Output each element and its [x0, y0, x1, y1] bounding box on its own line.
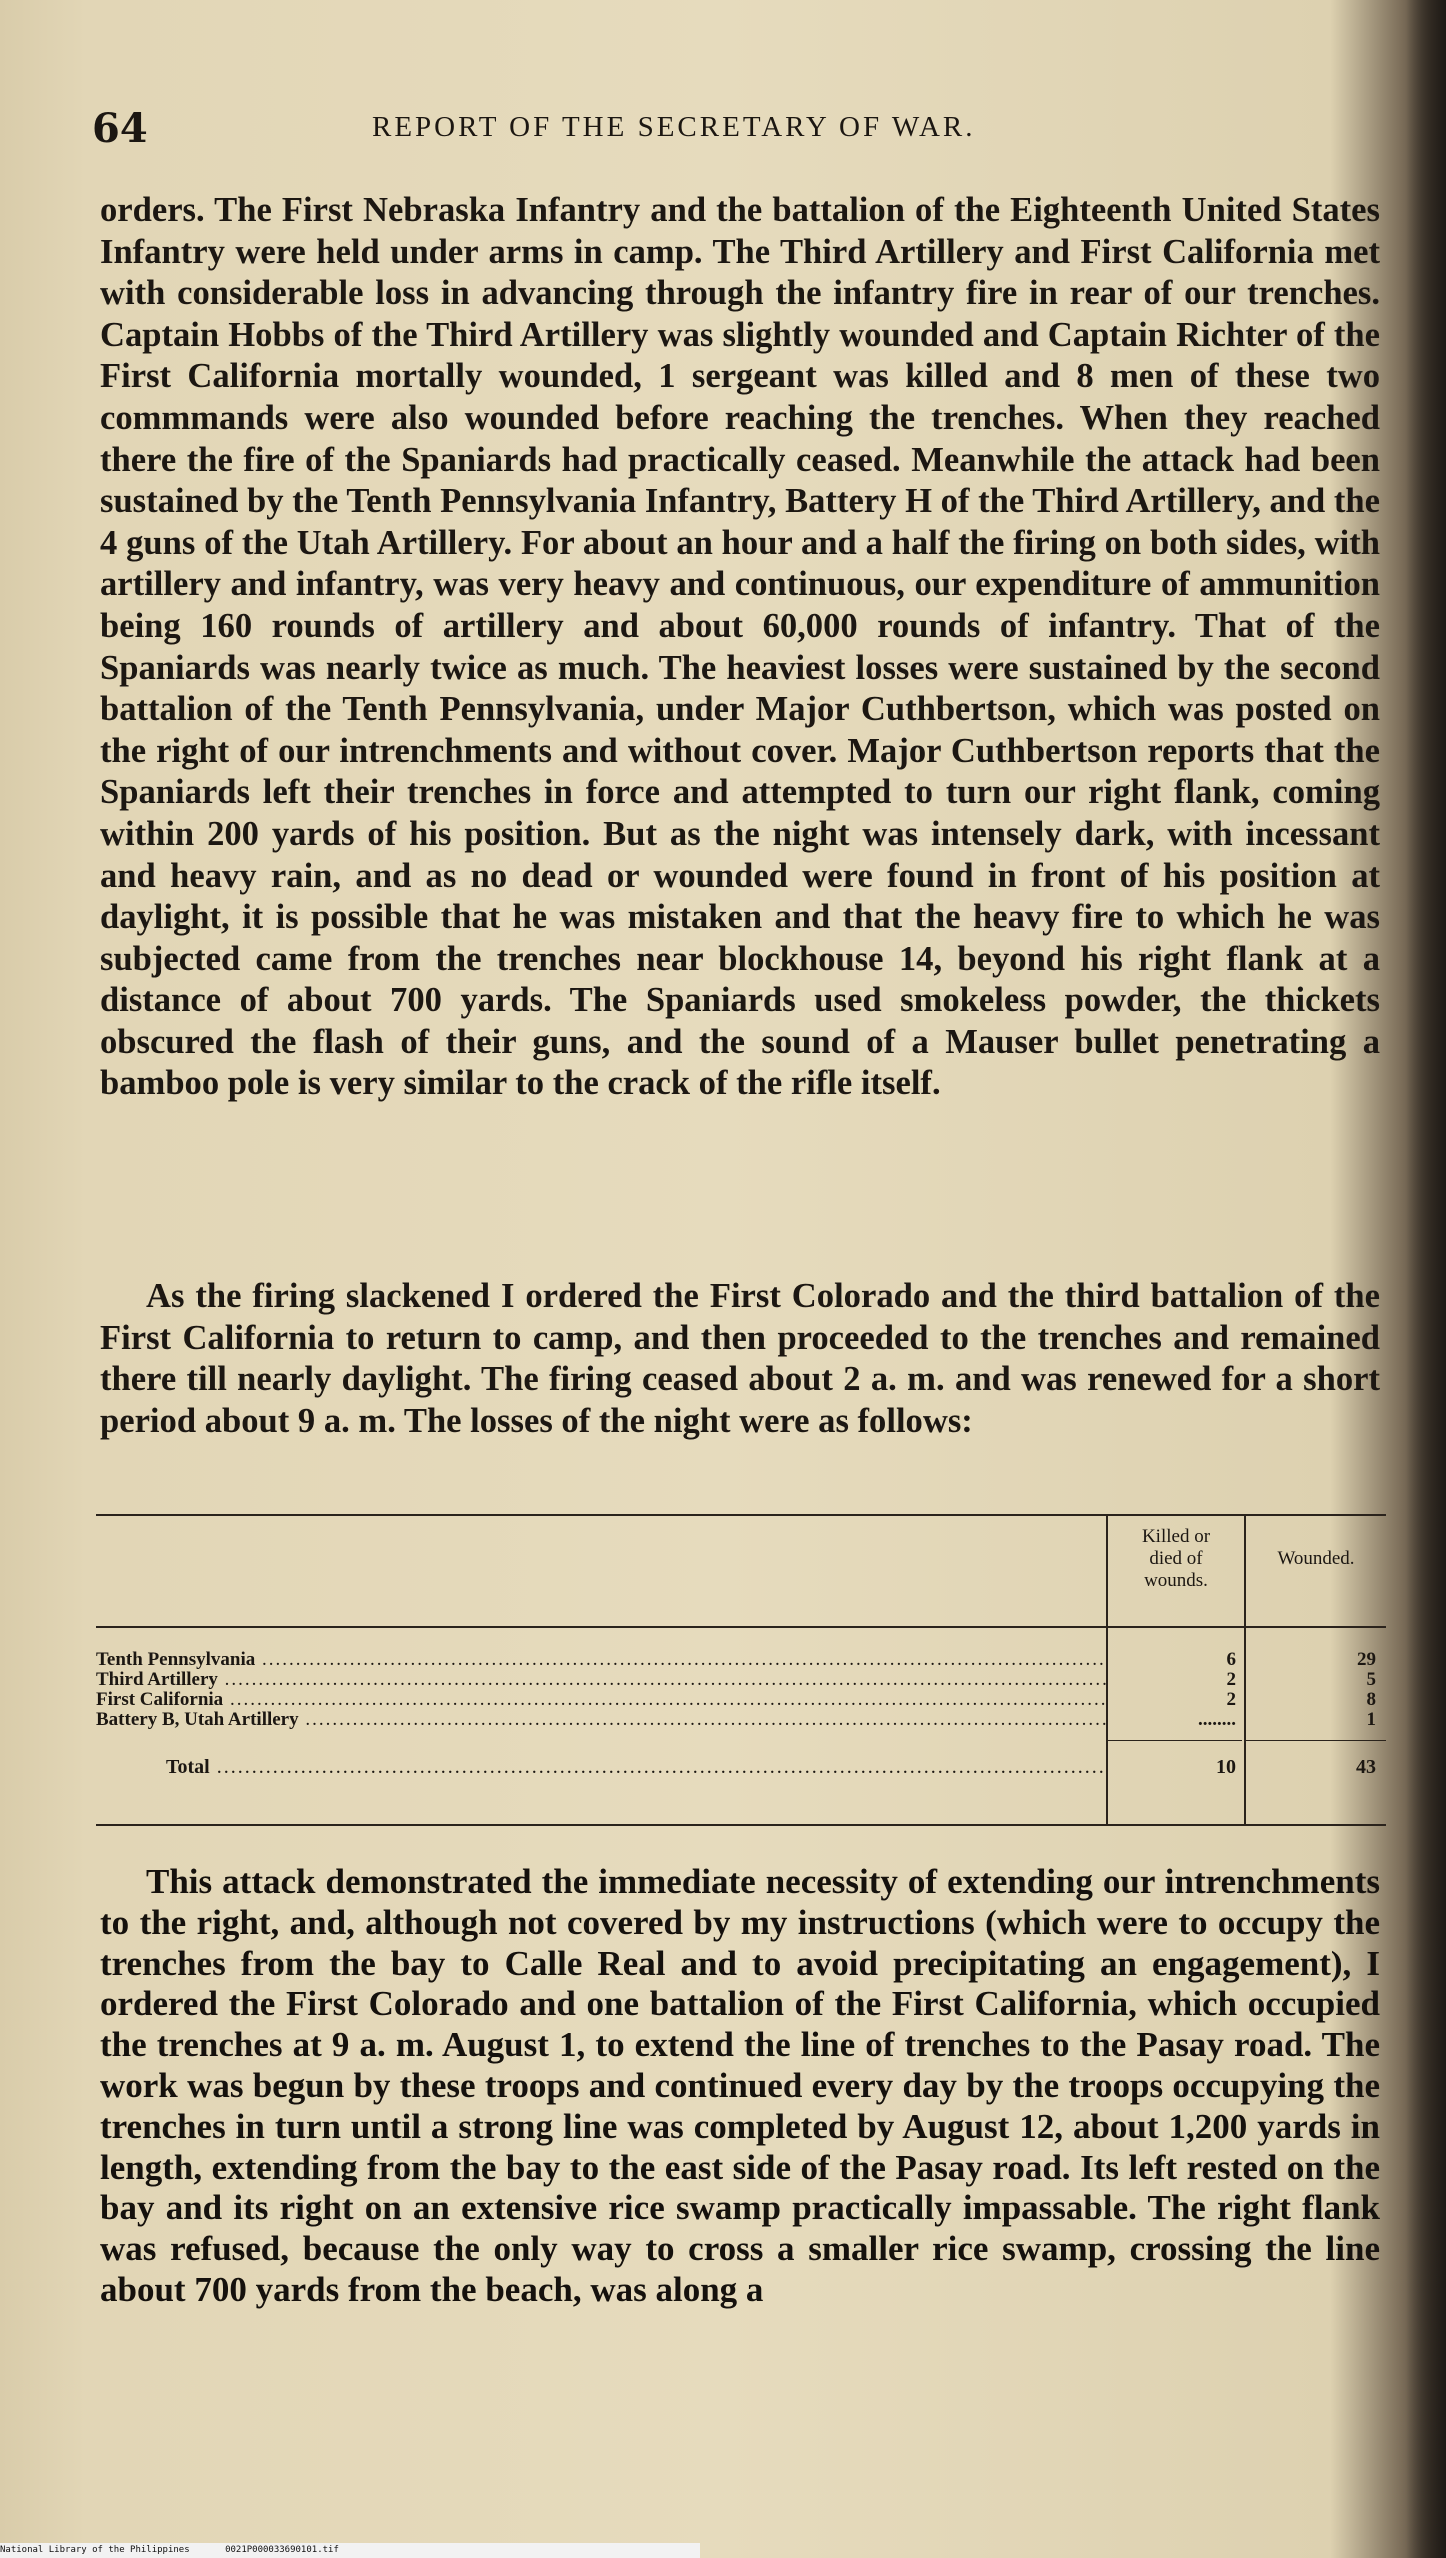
- running-head: REPORT OF THE SECRETARY OF WAR.: [372, 111, 976, 143]
- table-header-rule: [96, 1626, 1386, 1628]
- losses-table: [96, 1514, 1386, 1826]
- table-bottom-rule: [96, 1824, 1386, 1826]
- body-paragraph-2: As the firing slackened I ordered the First Colorado and the third battalion of the First California to return to camp, and then proceeded to the trenches and remained there till nearly daylight. The firing ceased about 2 a. m. and was renewed for a short period about 9 a. m. The losses of the night were as follows:: [100, 1277, 1380, 1440]
- body-paragraph-3: This attack demonstrated the immediate necessity of extending our intrenchments to the right, and, although not covered by my instructions (which were to occupy the trenches from the bay to Calle Real and to avoid precipitating an engagement), I ordered the First Colorado and one battalion of the First California, which occupied the trenches at 9 a. m. August 1, to extend the line of trenches to the Pasay road. The work was begun by these troops and continued every day by the troops occupying the trenches in turn until a strong line was completed by August 12, about 1,200 yards in length, extending from the bay to the east side of the Pasay road. Its left rested on the bay and its right on an extensive rice swamp practically impassable. The right flank was refused, because the only way to cross a smaller rice swamp, crossing the line about 700 yards from the beach, was along a: [100, 1862, 1380, 2309]
- footer-library: National Library of the Philippines: [0, 2545, 190, 2555]
- row-killed: 2: [1226, 1689, 1236, 1710]
- table-row: [96, 1670, 1386, 1690]
- row-wounded: 8: [1366, 1689, 1376, 1710]
- body-paragraph-1: orders. The First Nebraska Infantry and the battalion of the Eighteenth United States Infantry were held under arms in camp. The Third Artillery and First California met with considerable loss in advancing through the infantry fire in rear of our trenches. Captain Hobbs of the Third Artillery was slightly wounded and Captain Richter of the First California mortally wounded, 1 sergeant was killed and 8 men of these two commmands were also wounded before reaching the trenches. When they reached there the fire of the Spaniards had practically ceased. Meanwhile the attack had been sustained by the Tenth Pennsylvania Infantry, Battery H of the Third Artillery, and the 4 guns of the Utah Artillery. For about an hour and a half the firing on both sides, with artillery and infantry, was very heavy and continuous, our expenditure of ammunition being 160 rounds of artillery and about 60,000 rounds of infantry. That of the Spaniards was nearly twice as much. The heaviest losses were sustained by the second battalion of the Tenth Pennsylvania, under Major Cuthbertson, which was posted on the right of our intrenchments and without cover. Major Cuthbertson reports that the Spaniards left their trenches in force and attempted to turn our right flank, coming within 200 yards of his position. But as the night was intensely dark, with incessant and heavy rain, and as no dead or wounded were found in front of his position at daylight, it is possible that he was mistaken and that the heavy fire to which he was subjected came from the trenches near blockhouse 14, beyond his right flank at a distance of about 700 yards. The Spaniards used smokeless powder, the thickets obscured the flash of their guns, and the sound of a Mauser bullet penetrating a bamboo pole is very similar to the crack of the rifle itself.: [100, 191, 1380, 1103]
- table-top-rule: [96, 1514, 1386, 1516]
- header-killed-line-2: died of: [1149, 1548, 1203, 1569]
- page-number: 64: [92, 105, 148, 152]
- total-killed: 10: [1216, 1756, 1236, 1778]
- row-killed: 6: [1226, 1649, 1236, 1670]
- table-row: [96, 1650, 1386, 1670]
- table-row: [96, 1690, 1386, 1710]
- header-wounded: Wounded.: [1277, 1548, 1355, 1569]
- row-wounded: 5: [1366, 1669, 1376, 1690]
- total-rule-wounded: [1246, 1740, 1386, 1741]
- page-header: [92, 105, 1357, 155]
- footer-file: 0021P000033690101.tif: [225, 2545, 339, 2555]
- header-killed: [1110, 1526, 1242, 1592]
- row-killed: 2: [1226, 1669, 1236, 1690]
- total-label: Total .....: [166, 1756, 1106, 1779]
- page-edge-shadow: [1406, 0, 1446, 2558]
- row-label: Tenth Pennsylvania .....: [96, 1650, 1106, 1670]
- row-label: Battery B, Utah Artillery .....: [96, 1710, 1106, 1730]
- scan-footer: [0, 2543, 700, 2558]
- row-wounded: 29: [1357, 1649, 1376, 1670]
- table-total-row: [96, 1756, 1386, 1780]
- row-label: First California .....: [96, 1690, 1106, 1710]
- row-label: Third Artillery .....: [96, 1670, 1106, 1690]
- total-wounded: 43: [1356, 1756, 1376, 1778]
- row-killed: ........: [1198, 1709, 1236, 1730]
- header-killed-line-3: wounds.: [1144, 1570, 1208, 1591]
- header-killed-line-1: Killed or: [1141, 1526, 1211, 1547]
- total-rule-killed: [1108, 1740, 1242, 1741]
- row-wounded: 1: [1366, 1709, 1376, 1730]
- table-row: [96, 1710, 1386, 1730]
